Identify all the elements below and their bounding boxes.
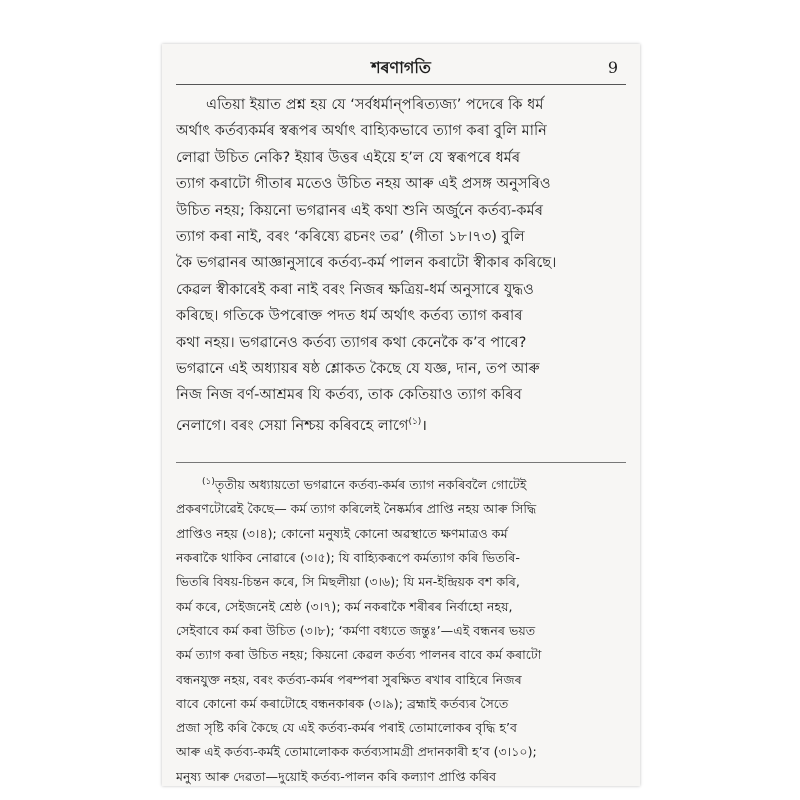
footnote-line: সেইবাবে কৰ্ম কৰা উচিত (৩।৮); ‘কৰ্মণা বধ্যতে জন্তুঃ’—এই বন্ধনৰ ভয়ত — [176, 622, 536, 638]
text-line: লোৱা উচিত নেকি? ইয়াৰ উত্তৰ এইয়ে হ’ল যে স্বৰূপৰে ধৰ্মৰ — [176, 148, 521, 166]
text-line-last: নেলাগে। বৰং সেয়া নিশ্চয় কৰিবহে লাগে$^{(১)}$। — [176, 416, 427, 434]
footnote — [176, 470, 626, 786]
text-line: কৰিছে। গতিকে উপৰোক্ত পদত ধৰ্ম অৰ্থাৎ কৰ্তব্য ত্যাগ কৰাৰ — [176, 307, 523, 325]
text-line: কৈ ভগৱানৰ আজ্ঞানুসাৰে কৰ্তব্য-কৰ্ম পালন কৰাটো স্বীকাৰ কৰিছে। — [176, 254, 557, 272]
running-title: শৰণাগতি — [371, 58, 431, 77]
page-number: 9 — [607, 58, 618, 77]
footnote-line: মনুষ্য আৰু দেৱতা—দুয়োই কৰ্তব্য-পালন কৰি কল্যাণ প্ৰাপ্তি কৰিব — [176, 768, 497, 784]
footnote-line: প্ৰজা সৃষ্টি কৰি কৈছে যে এই কৰ্তব্য-কৰ্মৰ পৰাই তোমালোকৰ বৃদ্ধি হ’ব — [176, 720, 517, 736]
footnote-rule — [176, 462, 626, 463]
text-line: কেৱল স্বীকাৰেই কৰা নাই বৰং নিজৰ ক্ষত্ৰিয়-ধৰ্ম অনুসাৰে যুদ্ধও — [176, 280, 534, 298]
footnote-line: বন্ধনযুক্ত নহয়, বৰং কৰ্তব্য-কৰ্মৰ পৰম্পৰা সুৰক্ষিত ৰখাৰ বাহিৰে নিজৰ — [176, 671, 522, 687]
footnote-line: কৰ্ম ত্যাগ কৰা উচিত নহয়; কিয়নো কেৱল কৰ্তব্য পালনৰ বাবে কৰ্ম কৰাটো — [176, 647, 542, 663]
text-line: ত্যাগ কৰা নাই, বৰং ‘কৰিষ্যে ৱচনং তৱ’ (গীতা ১৮।৭৩) বুলি — [176, 228, 525, 246]
footnote-line — [176, 470, 626, 497]
book-page — [162, 44, 640, 786]
text-line: ভগৱানে এই অধ্যায়ৰ ষষ্ঠ শ্লোকত কৈছে যে যজ্ঞ, দান, তপ আৰু — [176, 360, 540, 378]
text-line: উচিত নহয়; কিয়নো ভগৱানৰ এই কথা শুনি অৰ্জুনে কৰ্তব্য-কৰ্মৰ — [176, 201, 543, 219]
header-rule — [176, 84, 626, 85]
text-line: ত্যাগ কৰাটো গীতাৰ মতেও উচিত নহয় আৰু এই প্ৰসঙ্গ অনুসৰিও — [176, 175, 551, 193]
text-line-content: নেলাগে। বৰং সেয়া নিশ্চয় কৰিবহে লাগে — [176, 416, 409, 434]
page-header — [162, 56, 640, 80]
footnote-marker: (১) — [202, 477, 215, 487]
footnote-line: প্ৰকৰণটোৱেই কৈছে— কৰ্ম ত্যাগ কৰিলেই নৈষ্কৰ্ম্যৰ প্ৰাপ্তি নহয় আৰু সিদ্ধি — [176, 501, 537, 517]
footnote-line: কৰ্ম কৰে, সেইজনেই শ্ৰেষ্ঠ (৩।৭); কৰ্ম নকৰাকৈ শৰীৰৰ নিৰ্বাহো নহয়, — [176, 598, 513, 614]
footnote-reference: (১) — [408, 416, 422, 427]
text-line: এতিয়া ইয়াত প্ৰশ্ন হয় যে ‘সৰ্বধৰ্মান্‌পৰিত্যজ্য’ পদেৰে কি ধৰ্ম — [206, 96, 544, 113]
text-line: কথা নহয়। ভগৱানেও কৰ্তব্য ত্যাগৰ কথা কেনেকৈ ক’ব পাৰে? — [176, 333, 527, 351]
text-line: নিজ নিজ বৰ্ণ-আশ্ৰমৰ যি কৰ্তব্য, তাক কেতিয়াও ত্যাগ কৰিব — [176, 386, 522, 404]
footnote-line: ভিতৰি বিষয়-চিন্তন কৰে, সি মিছলীয়া (৩।৬); যি মন-ইন্দ্ৰিয়ক বশ কৰি, — [176, 574, 520, 590]
main-text — [176, 92, 626, 439]
footnote-line-content: তৃতীয় অধ্যায়তো ভগৱানে কৰ্তব্য-কৰ্মৰ ত্যাগ নকৰিবলৈ গোটেই — [214, 477, 527, 493]
footnote-line: বাবে কোনো কৰ্ম কৰাটোহে বন্ধনকাৰক (৩।৯); ব্ৰহ্মাই কৰ্তব্যৰ সৈতে — [176, 695, 509, 711]
footnote-line: প্ৰাপ্তিও নহয় (৩।৪); কোনো মনুষ্যই কোনো অৱস্থাতে ক্ষণমাত্ৰও কৰ্ম — [176, 525, 508, 541]
footnote-line: আৰু এই কৰ্তব্য-কৰ্মই তোমালোকক কৰ্তব্যসামগ্ৰী প্ৰদানকাৰী হ’ব (৩।১০); — [176, 744, 537, 760]
text-line: অৰ্থাৎ কৰ্তব্যকৰ্মৰ স্বৰূপৰ অৰ্থাৎ বাহ্যিকভাবে ত্যাগ কৰা বুলি মানি — [176, 122, 547, 140]
footnote-line: নকৰাকৈ থাকিব নোৱাৰে (৩।৫); যি বাহ্যিকৰূপে কৰ্মত্যাগ কৰি ভিতৰি- — [176, 550, 520, 566]
